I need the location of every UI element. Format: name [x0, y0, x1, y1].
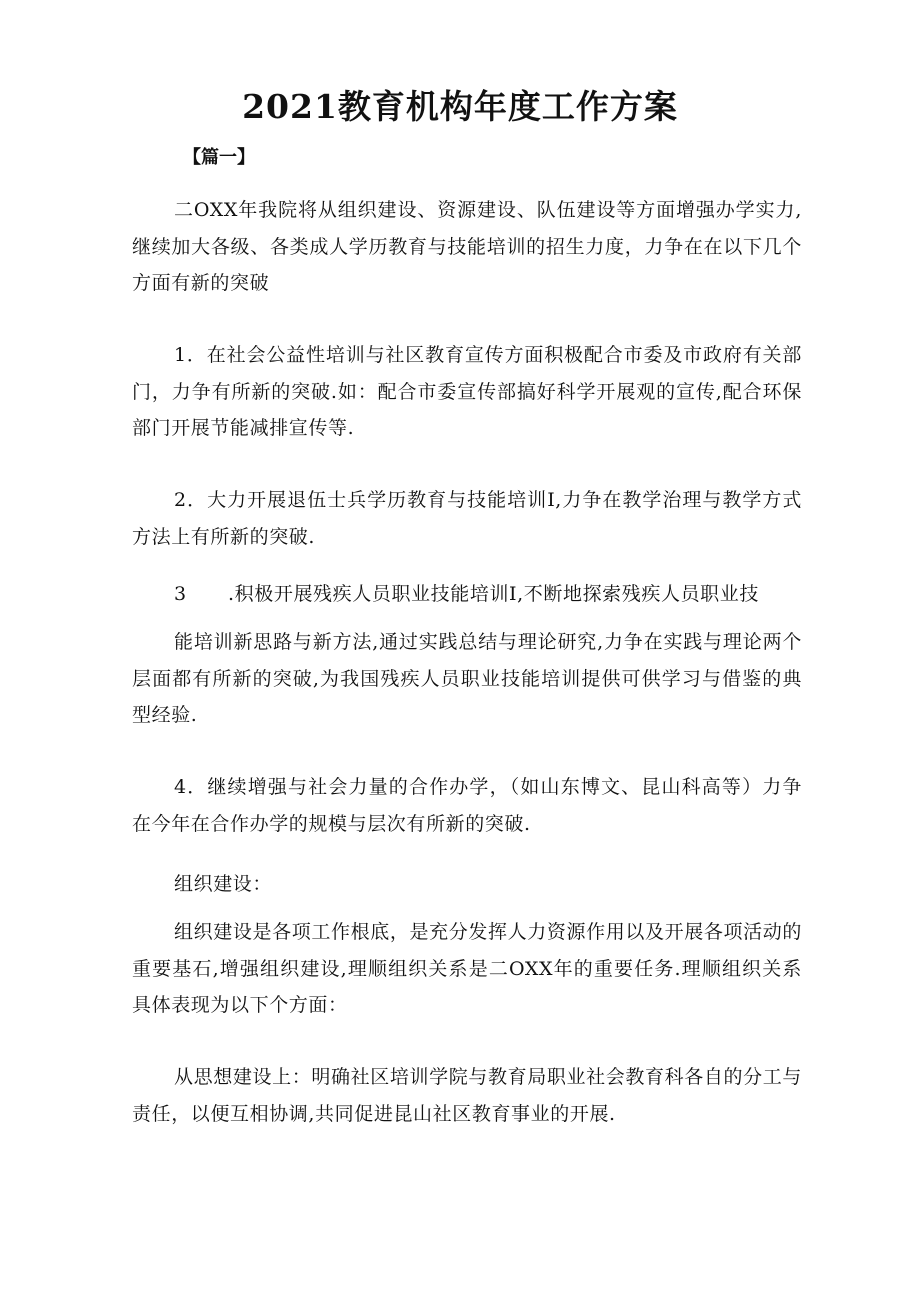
paragraph-thought: 从思想建设上：明确社区培训学院与教育局职业社会教育科各自的分工与责任，以便互相协调,共同促进昆山社区教育事业的开展.	[132, 1066, 802, 1125]
item-3-number: 3	[174, 583, 187, 605]
paragraph-item-4: 4．继续增强与社会力量的合作办学，（如山东博文、昆山科高等）力争在今年在合作办学的规模与层次有所新的突破.	[132, 776, 802, 835]
item-3-head-text: .积极开展残疾人员职业技能培训I,不断地探索残疾人员职业技	[228, 583, 759, 605]
paragraph-intro: 二OXX年我院将从组织建设、资源建设、队伍建设等方面增强办学实力,继续加大各级、各类成人学历教育与技能培训的招生力度，力争在在以下几个方面有新的突破	[132, 199, 802, 294]
document-title: 2021教育机构年度工作方案	[242, 87, 678, 126]
org-heading: 组织建设：	[174, 873, 273, 895]
paragraph-item-3-body: 能培训新思路与新方法,通过实践总结与理论研究,力争在实践与理论两个层面都有所新的突破,为我国残疾人员职业技能培训提供可供学习与借鉴的典型经验.	[132, 631, 802, 726]
paragraph-item-2: 2．大力开展退伍士兵学历教育与技能培训I,力争在教学治理与教学方式方法上有所新的突破.	[132, 489, 802, 548]
section-tag: 【篇一】	[183, 147, 255, 168]
paragraph-item-3-head	[174, 576, 759, 613]
paragraph-org-body: 组织建设是各项工作根底，是充分发挥人力资源作用以及开展各项活动的重要基石,增强组织建设,理顺组织关系是二OXX年的重要任务.理顺组织关系具体表现为以下个方面：	[132, 921, 802, 1016]
paragraph-item-1: 1．在社会公益性培训与社区教育宣传方面积极配合市委及市政府有关部门，力争有所新的突破.如：配合市委宣传部搞好科学开展观的宣传,配合环保部门开展节能减排宣传等.	[132, 344, 802, 439]
